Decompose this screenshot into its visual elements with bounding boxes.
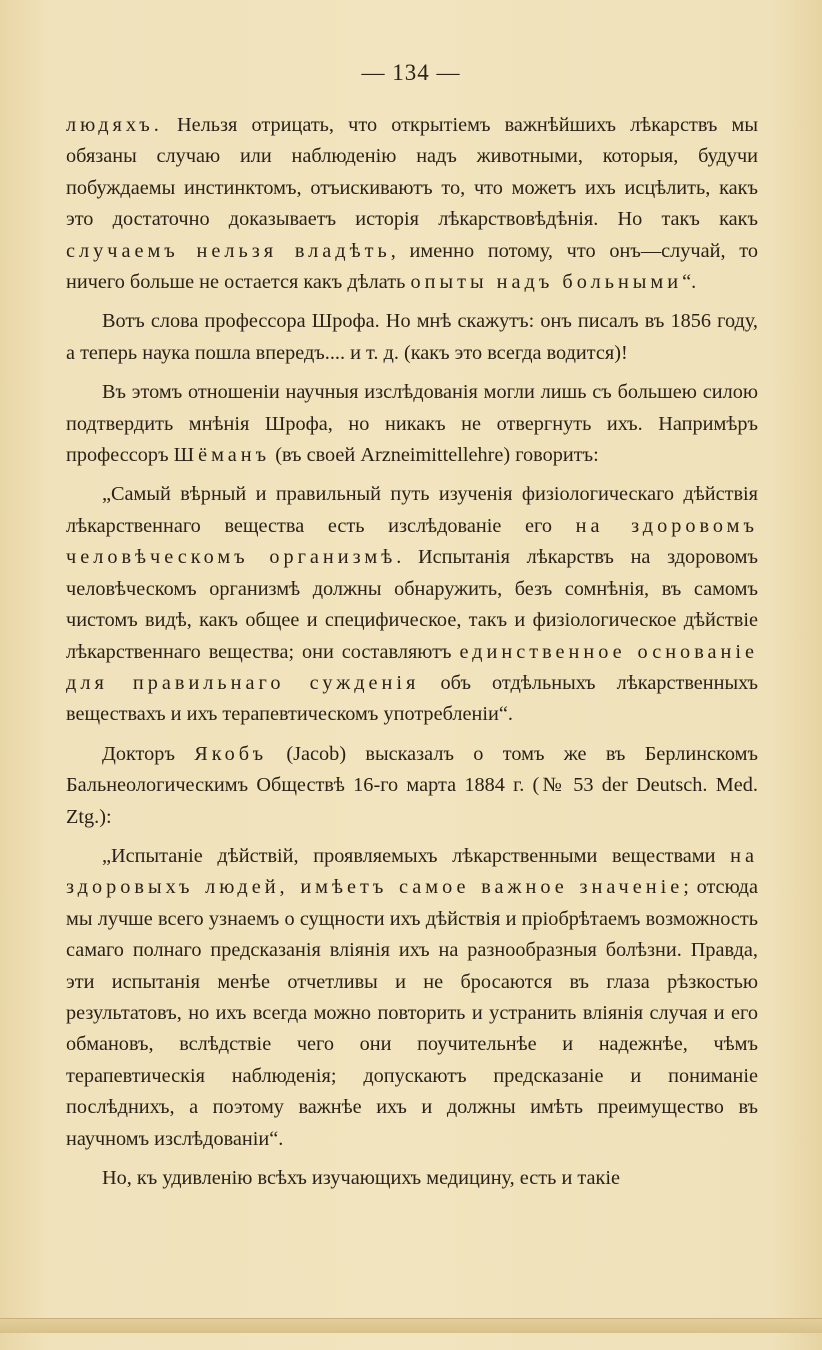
paragraph-4-quote: „Самый вѣрный и правильный путь изученія физіологическаго дѣйствія лѣкарственнаго вещества есть изслѣдованіе его на здоровомъ человѣческомъ организмѣ. Испытанія лѣкарствъ на здоровомъ человѣческомъ организмѣ должны обнаружить, безъ сомнѣнія, въ самомъ чистомъ видѣ, какъ общее и специфическое, такъ и физіологическое дѣйствіе лѣкарственнаго вещества; они составляютъ единственное основаніе для правильнаго сужденія объ отдѣльныхъ лѣкарственныхъ веществахъ и ихъ терапевтическомъ употребленіи“. (66, 483, 759, 726)
page-number: — 134 — (361, 60, 461, 85)
paragraph-6-quote: „Испытаніе дѣйствій, проявляемыхъ лѣкарственными веществами на здоровыхъ людей, имѣетъ самое важное значеніе; отсюда мы лучше всего узнаемъ о сущности ихъ дѣйствія и пріобрѣтаемъ возможность самаго полнаго предсказанія вліянія ихъ на разнообразныя болѣзни. Правда, эти испытанія менѣе отчетливы и не бросаются въ глаза рѣзкостью результатовъ, но ихъ всегда можно повторить и устранить вліянія случая и его обмановъ, вслѣдствіе чего они поучительнѣе и надежнѣе, чѣмъ терапевтическія наблюденія; допускаютъ предсказаніе и пониманіе послѣднихъ, а поэтому важнѣе ихъ и должны имѣть преимущество въ научномъ изслѣдованіи“. (66, 844, 759, 1150)
paragraph-3: Въ этомъ отношеніи научныя изслѣдованія могли лишь съ большею силою подтвердить мнѣнія Шрофа, но никакъ не отвергнуть ихъ. Напримѣръ профессоръ Шёманъ (въ своей Arzneimittellehre) говоритъ: (66, 381, 758, 467)
spaced-text: случаемъ нельзя владѣть (66, 239, 391, 262)
spaced-text: на здоровыхъ людей, имѣетъ самое важное значеніе (66, 844, 758, 899)
spaced-text: опыты надъ больными (410, 271, 683, 294)
paragraph-7: Но, къ удивленію всѣхъ изучающихъ медицину, есть и такіе (102, 1167, 621, 1189)
spaced-text: на здоровомъ человѣческомъ организмѣ (66, 514, 759, 569)
page-bottom-edge (0, 1318, 822, 1333)
paragraph-5: Докторъ Якобъ (Jacob) высказалъ о томъ же въ Берлинскомъ Бальнеологическимъ Обществѣ 16-го марта 1884 г. (№ 53 der Deutsch. Med. Ztg.): (66, 742, 758, 828)
body-text (66, 110, 758, 1202)
spaced-text: Шёманъ (173, 444, 271, 467)
spaced-text: людяхъ. (66, 114, 163, 136)
spaced-text: единственное основаніе для правильнаго сужденія (66, 640, 758, 694)
spaced-text: Якобъ (194, 742, 268, 765)
paragraph-2: Вотъ слова профессора Шрофа. Но мнѣ скажутъ: онъ писалъ въ 1856 году, а теперь наука пошла впередъ.... и т. д. (какъ это всегда водится)! (66, 310, 758, 364)
paragraph-1: людяхъ. Нельзя отрицать, что открытіемъ важнѣйшихъ лѣкарствъ мы обязаны случаю или наблюденію надъ животными, которыя, будучи побуждаемы инстинктомъ, отъискиваютъ то, что можетъ ихъ исцѣлить, какъ это достаточно доказываетъ исторія лѣкарствовѣдѣнія. Но такъ какъ случаемъ нельзя владѣть, именно потому, что онъ—случай, то ничего больше не остается какъ дѣлать опыты надъ больными“. (66, 114, 759, 294)
